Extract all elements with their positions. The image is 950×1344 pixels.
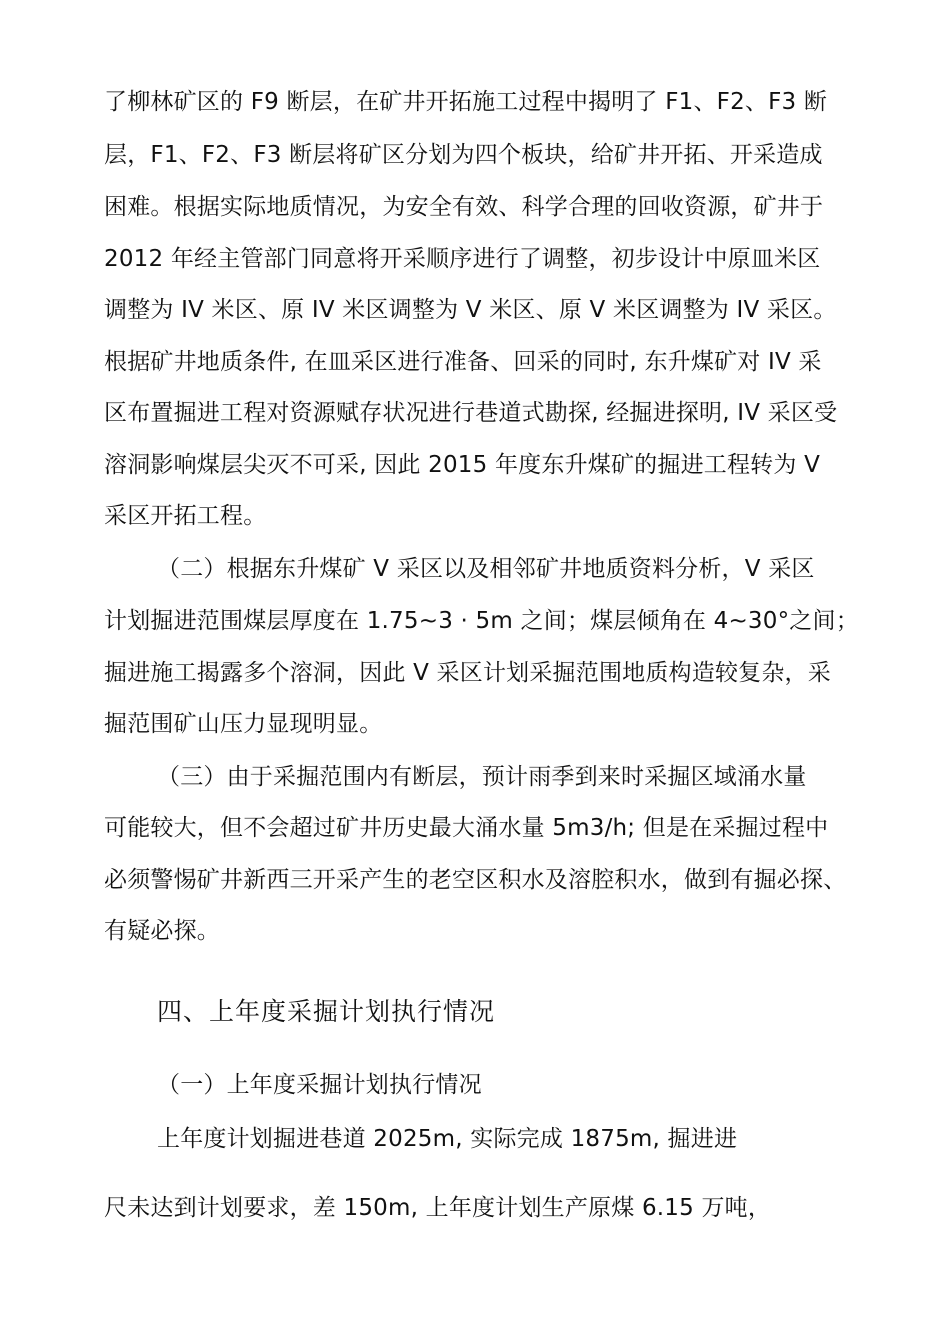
section-heading: 四、上年度采掘计划执行情况	[157, 997, 496, 1026]
text-line: 计划掘进范围煤层厚度在 1.75~3 · 5m 之间；煤层倾角在 4~30°之间；	[104, 608, 859, 634]
text-line: （三）由于采掘范围内有断层，预计雨季到来时采掘区域涌水量	[157, 764, 807, 790]
text-line: 困难。根据实际地质情况，为安全有效、科学合理的回收资源，矿井于	[104, 194, 824, 220]
text-line: 必须警惕矿井新西三开采产生的老空区积水及溶腔积水，做到有掘必探、	[104, 867, 847, 893]
text-line: 掘进施工揭露多个溶洞，因此 V 采区计划采掘范围地质构造较复杂，采	[104, 660, 831, 686]
text-line: 有疑必探。	[104, 918, 220, 944]
text-line: 溶洞影响煤层尖灭不可采, 因此 2015 年度东升煤矿的掘进工程转为 V	[104, 452, 821, 478]
text-line: 掘范围矿山压力显现明显。	[104, 711, 383, 737]
text-line: 上年度计划掘进巷道 2025m, 实际完成 1875m, 掘进进	[157, 1126, 738, 1152]
text-line: 可能较大，但不会超过矿井历史最大涌水量 5m3/h; 但是在采掘过程中	[104, 815, 829, 841]
text-line: 调整为 IV 米区、原 IV 米区调整为 V 米区、原 V 米区调整为 IV 采区。	[104, 297, 837, 323]
text-line: 尺未达到计划要求，差 150m, 上年度计划生产原煤 6.15 万吨，	[104, 1195, 772, 1221]
text-line: 了柳林矿区的 F9 断层，在矿井开拓施工过程中揭明了 F1、F2、F3 断	[104, 89, 828, 115]
text-line: 根据矿井地质条件, 在皿采区进行准备、回采的同时, 东升煤矿对 IV 采	[104, 349, 822, 375]
text-line: 层，F1、F2、F3 断层将矿区分划为四个板块，给矿井开拓、开采造成	[104, 142, 823, 168]
text-line: 2012 年经主管部门同意将开采顺序进行了调整，初步设计中原皿米区	[104, 246, 821, 272]
subsection-heading: （一）上年度采掘计划执行情况	[157, 1072, 482, 1098]
text-line: 区布置掘进工程对资源赋存状况进行巷道式勘探, 经掘进探明, IV 采区受	[104, 400, 838, 426]
text-line: 采区开拓工程。	[104, 503, 267, 529]
text-line: （二）根据东升煤矿 V 采区以及相邻矿井地质资料分析，V 采区	[157, 556, 815, 582]
